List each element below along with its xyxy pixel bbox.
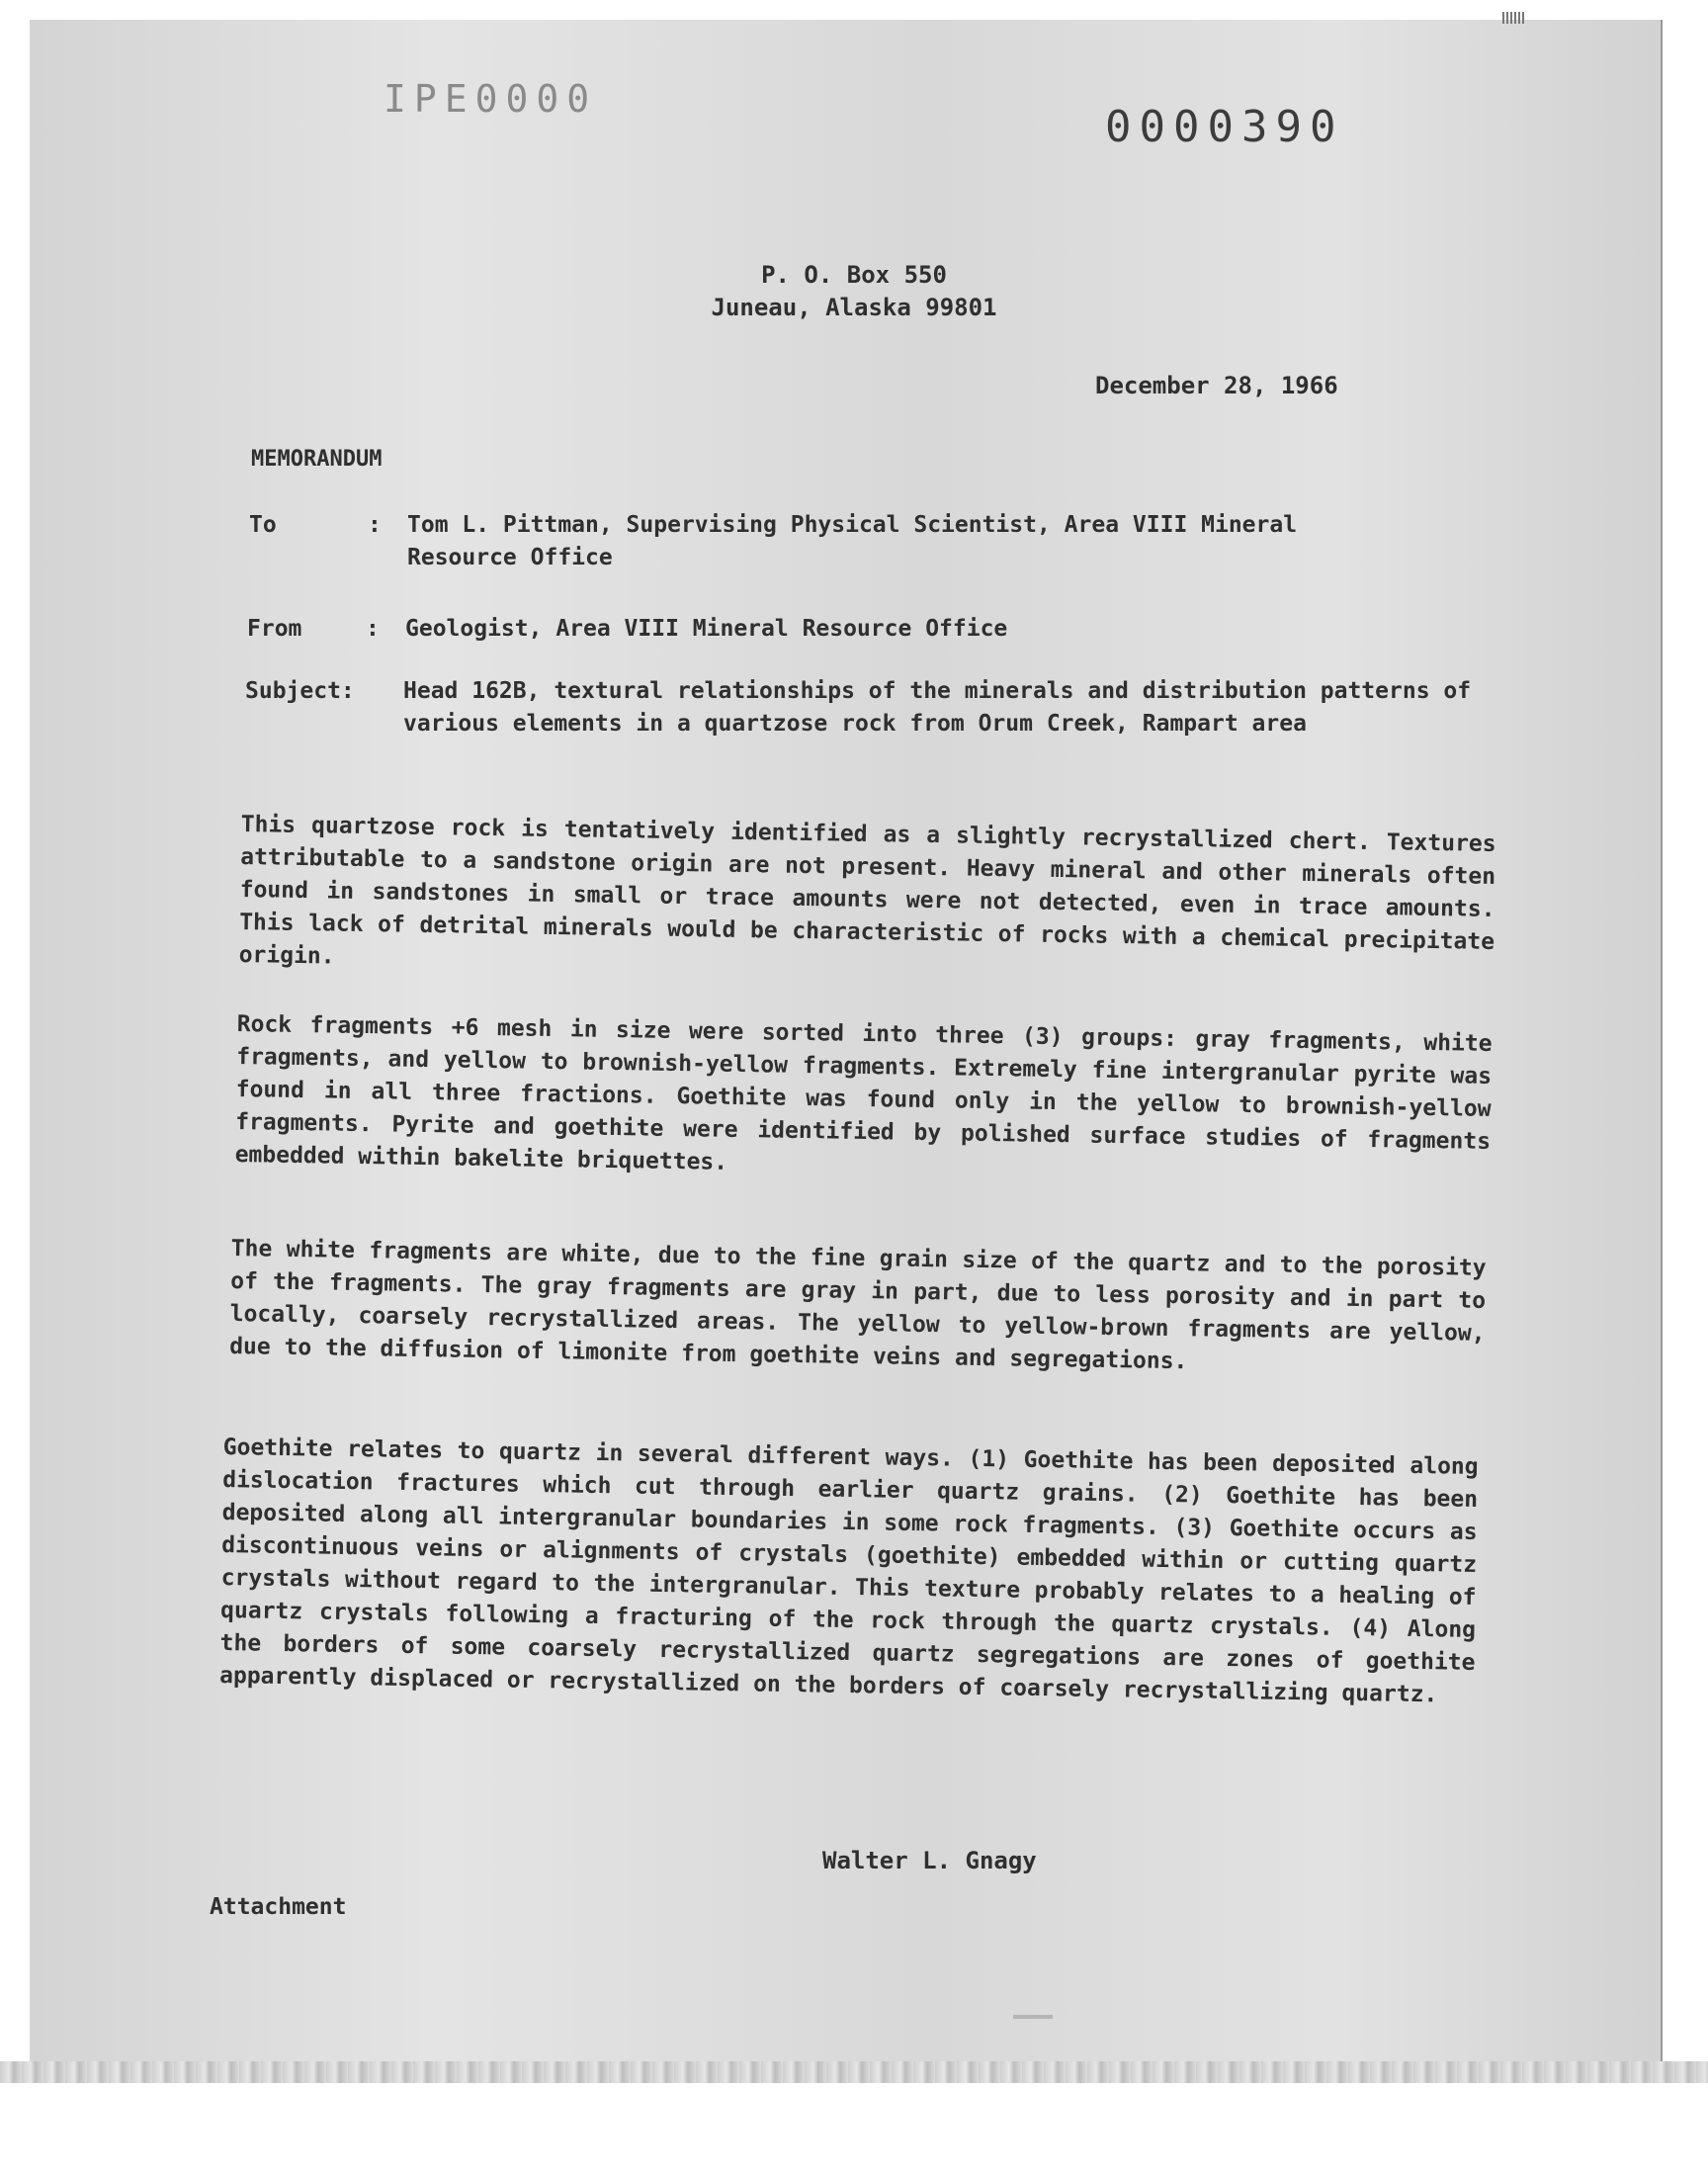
body-paragraph-3: The white fragments are white, due to the fine grain size of the quartz and to the porosity of the fragments. The gray fragments are gray in part, due to less porosity and in part to locally, coarsely recrystallized areas. The yellow to yellow-brown fragments are yellow, due to the diffusion of limonite from goethite veins and segregations.	[228, 1235, 1487, 1375]
body-paragraph-1: This quartzose rock is tentatively identified as a slightly recrystallized chert. Textures attributable to a sandstone origin are not present. Heavy mineral and other minerals often found in sandstones in small or trace amounts were not detected, even in trace amounts. This lack of detrital minerals would be characteristic of rocks with a chemical precipitate origin.	[238, 811, 1496, 970]
to-colon: :	[368, 512, 382, 538]
subject-label: Subject:	[245, 678, 355, 704]
body-paragraph-4: Goethite relates to quartz in several different ways. (1) Goethite has been deposited along dislocation fractures which cut through earlier quartz grains. (2) Goethite has been deposited along all intergranular boundaries in some rock fragments. (3) Goethite occurs as discontinuous veins or alignments of crystals (goethite) embedded within or cutting quartz crystals without regard to the intergranular. This texture probably relates to a healing of quartz crystals following a fracturing of the rock through the quartz crystals. (4) Along the borders of some coarsely recrystallized quartz segregations are zones of goethite apparently displaced or recrystallized on the borders of coarsely recrystallizing quartz.	[218, 1434, 1479, 1708]
attachment-note: Attachment	[210, 1894, 347, 1920]
to-label: To	[249, 512, 277, 538]
scan-smudge	[1013, 2015, 1053, 2019]
letterhead-address	[0, 259, 1708, 324]
body-paragraph-2: Rock fragments +6 mesh in size were sorted into three (3) groups: gray fragments, white fragments, and yellow to brownish-yellow fragments. Extremely fine intergranular pyrite was found in all three fractions. Goethite was found only in the yellow to brownish-yellow fragments. Pyrite and goethite were identified by polished surface studies of fragments embedded within bakelite briquettes.	[234, 1010, 1493, 1175]
subject-row	[245, 675, 1481, 740]
from-label: From	[247, 616, 302, 642]
document-id-stamp-left: IPE0000	[384, 77, 598, 121]
signature-name: Walter L. Gnagy	[822, 1847, 1037, 1874]
scan-corner-mark	[1502, 12, 1524, 24]
subject-value: Head 162B, textural relationships of the minerals and distribution patterns of various elements in a quartzose rock from Orum Creek, Rampart area	[403, 678, 1472, 737]
from-colon: :	[366, 616, 380, 642]
address-line-1: P. O. Box 550	[761, 261, 947, 289]
document-id-stamp-right: 0000390	[1105, 102, 1344, 152]
to-row	[249, 509, 1376, 574]
address-line-2: Juneau, Alaska 99801	[711, 294, 997, 321]
from-row	[247, 613, 1374, 646]
memo-heading: MEMORANDUM	[251, 447, 383, 472]
memo-date: December 28, 1966	[1095, 372, 1338, 399]
scan-edge-strip	[0, 2061, 1708, 2083]
to-value: Tom L. Pittman, Supervising Physical Scientist, Area VIII Mineral Resource Office	[407, 512, 1298, 570]
from-value: Geologist, Area VIII Mineral Resource Office	[405, 616, 1008, 642]
